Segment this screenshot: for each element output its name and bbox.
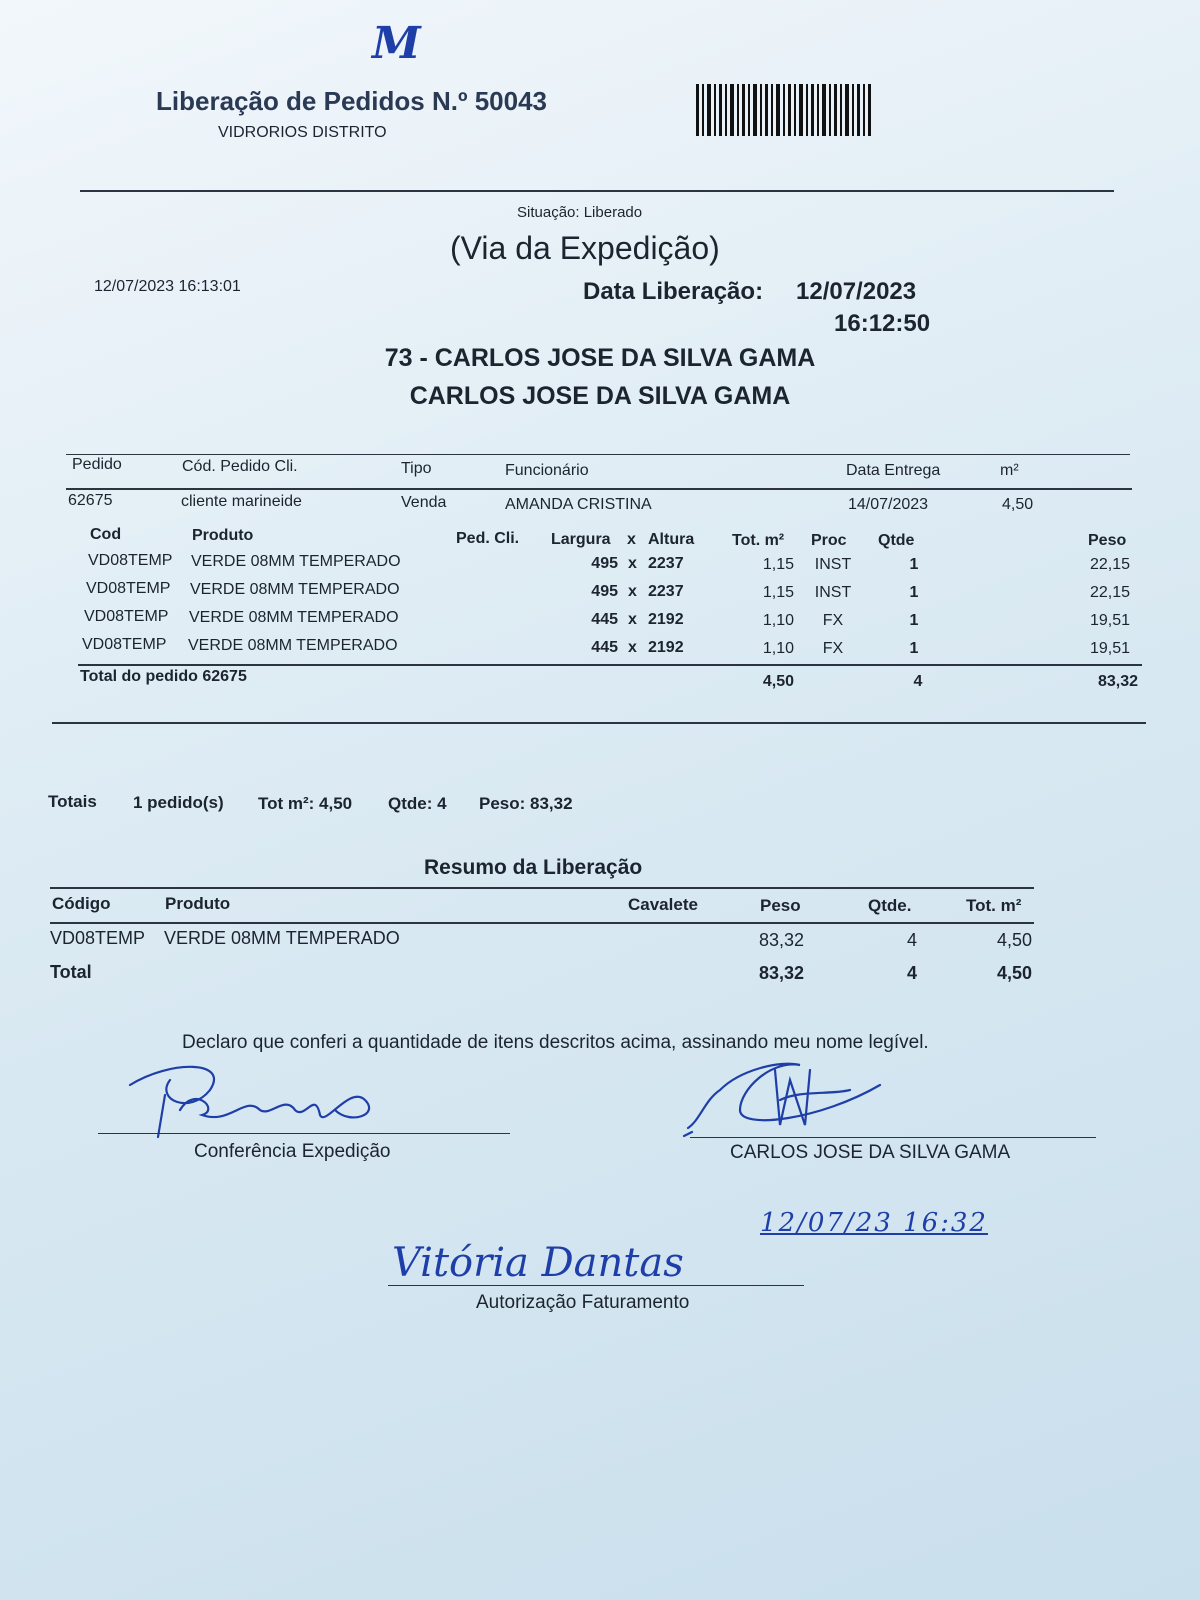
item-largura: 495 [591, 583, 618, 600]
item-qtde: 1 [909, 612, 919, 629]
item-qtde: 1 [909, 584, 919, 601]
item-tot-m2: 1,15 [762, 584, 794, 601]
order-total-label: Total do pedido 62675 [80, 668, 247, 685]
handwritten-date: 12/07/23 16:32 [760, 1208, 988, 1238]
summary-codigo: VD08TEMP [50, 928, 146, 948]
summary-col-cavalete: Cavalete [628, 895, 698, 914]
summary-col-peso: Peso [760, 896, 801, 915]
item-x: x [628, 583, 637, 600]
item-proc: INST [814, 556, 852, 573]
release-time: 16:12:50 [834, 310, 931, 337]
item-cod: VD08TEMP [82, 636, 167, 653]
item-altura: 2192 [648, 611, 684, 628]
item-altura: 2237 [648, 555, 684, 572]
summary-col-produto: Produto [165, 894, 231, 913]
item-peso: 19,51 [1089, 612, 1130, 629]
order-number: 62675 [68, 492, 113, 509]
copy-label: (Via da Expedição) [450, 230, 720, 266]
summary-col-qtde: Qtde. [868, 896, 912, 915]
items-col-largura: Largura [551, 531, 611, 548]
client-line-2: CARLOS JOSE DA SILVA GAMA [409, 382, 791, 410]
items-col-x: x [627, 531, 636, 548]
company-name: VIDRORIOS DISTRITO [218, 124, 387, 141]
expedition-signature [110, 1055, 410, 1135]
col-data-entrega: Data Entrega [846, 462, 941, 479]
summary-tot-m2: 4,50 [996, 930, 1032, 950]
item-produto: VERDE 08MM TEMPERADO [190, 581, 400, 598]
item-produto: VERDE 08MM TEMPERADO [189, 609, 399, 626]
summary-total-label: Total [50, 962, 92, 982]
client-order-code: cliente marineide [181, 493, 302, 510]
items-col-produto: Produto [192, 527, 254, 544]
item-peso: 22,15 [1089, 584, 1130, 601]
summary-qtde: 4 [906, 930, 917, 950]
client-signature-label: CARLOS JOSE DA SILVA GAMA [730, 1142, 1011, 1163]
order-header-bottom-rule [66, 488, 1132, 490]
document-title: Liberação de Pedidos N.º 50043 [156, 86, 547, 116]
order-type: Venda [401, 494, 447, 511]
item-largura: 445 [591, 611, 618, 628]
summary-title: Resumo da Liberação [424, 856, 643, 879]
totals-qtde: Qtde: 4 [388, 794, 447, 813]
summary-peso: 83,32 [758, 930, 804, 950]
status-text: Situação: Liberado [517, 204, 643, 221]
totals-pedidos: 1 pedido(s) [133, 793, 224, 812]
item-proc: FX [822, 612, 844, 629]
delivery-date: 14/07/2023 [848, 496, 929, 513]
items-col-ped-cli: Ped. Cli. [456, 530, 520, 547]
summary-col-tot-m2: Tot. m² [966, 896, 1022, 915]
item-tot-m2: 1,15 [762, 556, 794, 573]
billing-signature: Vitória Dantas [392, 1240, 684, 1286]
totals-label: Totais [48, 792, 97, 811]
item-qtde: 1 [909, 556, 919, 573]
col-funcionario: Funcionário [505, 462, 589, 479]
summary-total-tot-m2: 4,50 [996, 963, 1032, 983]
item-largura: 445 [591, 639, 618, 656]
employee: AMANDA CRISTINA [505, 496, 652, 513]
col-m2: m² [1000, 462, 1019, 479]
item-proc: INST [814, 584, 852, 601]
item-altura: 2192 [648, 639, 684, 656]
item-produto: VERDE 08MM TEMPERADO [188, 637, 398, 654]
col-cod-pedido-cli: Cód. Pedido Cli. [182, 458, 298, 475]
order-total-rule [78, 664, 1142, 666]
items-col-peso: Peso [1088, 532, 1127, 549]
item-x: x [628, 611, 637, 628]
handwritten-mark: M [372, 18, 421, 69]
item-peso: 19,51 [1089, 640, 1130, 657]
billing-label: Autorização Faturamento [476, 1292, 690, 1313]
client-signature [680, 1040, 920, 1140]
items-col-proc: Proc [811, 532, 847, 549]
summary-header-rule [50, 922, 1034, 924]
release-label: Data Liberação: [583, 278, 764, 305]
items-col-altura: Altura [648, 531, 695, 548]
expedition-label: Conferência Expedição [194, 1141, 391, 1162]
item-proc: FX [822, 640, 844, 657]
item-x: x [628, 555, 637, 572]
summary-total-peso: 83,32 [758, 963, 804, 983]
release-date: 12/07/2023 [796, 278, 917, 305]
declaration-text: Declaro que conferi a quantidade de itens descritos acima, assinando meu nome legível. [182, 1032, 929, 1053]
totals-m2: Tot m²: 4,50 [258, 794, 353, 813]
col-tipo: Tipo [401, 460, 432, 477]
item-cod: VD08TEMP [84, 608, 169, 625]
client-line-1: 73 - CARLOS JOSE DA SILVA GAMA [384, 344, 816, 372]
billing-signature-line [388, 1285, 804, 1286]
barcode [696, 84, 876, 136]
summary-col-codigo: Código [52, 894, 111, 913]
order-header-top-rule [66, 454, 1130, 455]
item-cod: VD08TEMP [88, 552, 173, 569]
col-pedido: Pedido [72, 456, 122, 473]
items-col-qtde: Qtde [878, 532, 915, 549]
items-col-tot-m2: Tot. m² [732, 532, 785, 549]
order-section-divider [52, 722, 1146, 724]
header-divider [80, 190, 1114, 192]
item-x: x [628, 639, 637, 656]
order-total-qtde: 4 [913, 673, 923, 690]
client-signature-line [690, 1137, 1096, 1138]
order-m2: 4,50 [1002, 496, 1034, 513]
item-qtde: 1 [909, 640, 919, 657]
summary-top-rule [50, 887, 1034, 889]
item-peso: 22,15 [1089, 556, 1130, 573]
item-cod: VD08TEMP [86, 580, 171, 597]
item-largura: 495 [591, 555, 618, 572]
order-total-m2: 4,50 [762, 673, 794, 690]
printed-timestamp: 12/07/2023 16:13:01 [94, 278, 241, 295]
item-altura: 2237 [648, 583, 684, 600]
items-col-cod: Cod [90, 526, 122, 543]
expedition-signature-line [98, 1133, 510, 1134]
item-tot-m2: 1,10 [762, 640, 794, 657]
totals-peso: Peso: 83,32 [479, 794, 573, 813]
item-produto: VERDE 08MM TEMPERADO [191, 553, 401, 570]
summary-total-qtde: 4 [906, 963, 917, 983]
order-total-peso: 83,32 [1097, 673, 1138, 690]
item-tot-m2: 1,10 [762, 612, 794, 629]
summary-produto: VERDE 08MM TEMPERADO [164, 928, 400, 948]
